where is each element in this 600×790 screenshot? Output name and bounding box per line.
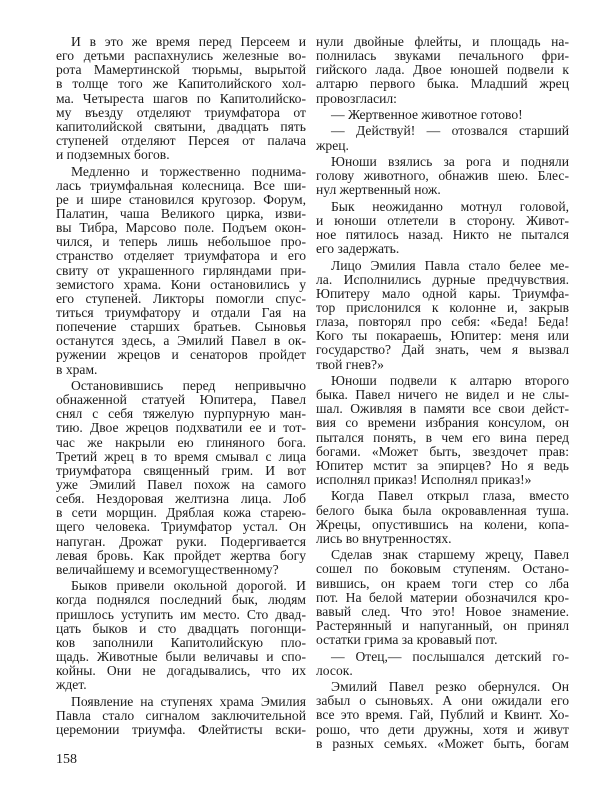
paragraph — [316, 155, 569, 197]
text-line: вившись, он краем тоги стер со лба — [316, 575, 569, 591]
text-line: лосок. — [316, 662, 353, 678]
text-line: щего человека. Триумфатор устал. Он — [56, 519, 306, 535]
text-line: — Отец,— послышался детский го- — [331, 648, 569, 664]
text-line: И в это же время перед Персеем и — [71, 34, 306, 49]
text-line: и юноши отлетели в сторону. Живот- — [316, 212, 569, 228]
text-line: Юпитер мстит за эпирцев? Но я ведь — [316, 457, 569, 473]
text-line: левая бровь. Как пройдет жертва богу — [56, 547, 306, 563]
text-line: ное пятилось назад. Никто не пытался — [316, 227, 569, 243]
text-line: провозгласил: — [316, 90, 397, 106]
paragraph — [316, 124, 569, 152]
text-line: Появление на ступенях храма Эмилия — [71, 693, 306, 709]
text-line: и подземных богов. — [56, 147, 170, 163]
text-line: капитолийской святыни, двадцать пять — [56, 118, 306, 134]
text-line: лась триумфальная колесница. Все ши- — [56, 177, 306, 193]
text-line: ждет. — [56, 677, 87, 693]
text-line: земистого храма. Кони остановились у — [56, 276, 306, 292]
paragraph — [316, 650, 569, 678]
paragraph — [316, 489, 569, 546]
text-line: Когда Павел открыл глаза, вместо — [331, 488, 569, 504]
text-line: алтарю первого быка. Младший жрец — [316, 76, 569, 92]
text-line: Жрецы, опустившись на колени, копа- — [316, 516, 569, 532]
text-line: Быков привели окольной дорогой. И — [71, 578, 306, 594]
text-line: в сети морщин. Дряблая кожа старею- — [56, 505, 306, 521]
text-line: пришлось уступить им место. Сто двад- — [56, 606, 306, 622]
text-line: — Действуй! — отозвался старший — [331, 123, 569, 139]
text-line: пот. На белой материи обозначился кро- — [316, 589, 569, 605]
text-line: его ступеней. Ликторы помогли спус- — [56, 290, 306, 306]
text-line: тор прислонился к колонне и, закрыв — [316, 300, 569, 316]
text-line: попечение старших братьев. Сыновья — [56, 319, 306, 335]
text-line: его детьми распахнулись железные во- — [56, 48, 306, 64]
paragraph — [316, 680, 569, 751]
text-line: в храм. — [56, 361, 98, 377]
text-line: глаза, повторял про себя: «Беда! Беда! — [316, 314, 569, 330]
text-line: величайшему и всемогущественному? — [56, 561, 279, 577]
text-line: койны. Они не догадывались, что их — [56, 663, 306, 679]
text-line: — Жертвенное животное готово! — [331, 107, 523, 122]
text-line: когда поднялся последний бык, людям — [56, 592, 306, 608]
text-line: му въезду отделяют триумфатора от — [56, 104, 306, 120]
text-line: Растерянный и напуганный, он принял — [316, 618, 569, 633]
paragraph — [316, 374, 569, 487]
paragraph — [56, 379, 306, 577]
text-line: уже Эмилий Павел похож на самого — [56, 476, 306, 492]
paragraph — [56, 579, 306, 692]
text-line: ла. Исполнились дурные предчувствия. — [316, 271, 569, 287]
text-line: вы Тибра, Марсово поле. Подъем окон- — [56, 220, 306, 236]
text-line: рошо, что дети дружны, хотя и живут — [316, 721, 569, 737]
text-line: все это время. Гай, Публий и Квинт. Хо- — [316, 707, 569, 723]
paragraph — [316, 259, 569, 372]
text-line: странство отделяет триумфатора и его — [56, 248, 306, 264]
text-line: чился, и теперь лишь небольшое про- — [56, 234, 306, 250]
text-line: Эмилий Павел резко обернулся. Он — [331, 679, 569, 695]
text-line: остатки грима за кровавый пот. — [316, 632, 498, 648]
text-line: Юпитеру мало одной кары. Триумфа- — [316, 285, 569, 301]
text-line: Юноши подвели к алтарю второго — [331, 373, 569, 389]
text-line: Третий жрец в то время смывал с лица — [56, 448, 306, 464]
text-line: лись во внутренностях. — [316, 530, 452, 546]
text-line: голову животного, обнажив шею. Блес- — [316, 168, 569, 184]
right-text-column — [316, 35, 569, 753]
text-line: вия со времени избрания консулом, он — [316, 415, 569, 431]
text-line: Бык неожиданно мотнул головой, — [331, 198, 569, 214]
text-line: обнаженной статуей Юпитера, Павел — [56, 392, 306, 408]
text-line: триумфатора священный грим. И вот — [56, 462, 306, 478]
text-line: исполнял приказ! Исполнял приказ!» — [316, 472, 532, 487]
text-line: тию. Двое жрецов подхватили ее и тот- — [56, 420, 306, 436]
text-line: цать быков и сто двадцать погонщи- — [56, 620, 306, 636]
text-line: ступеней отделяют Персея от палача — [56, 132, 306, 148]
text-line: Юноши взялись за рога и подняли — [331, 154, 569, 170]
text-line: напуган. Дрожат руки. Подергивается — [56, 533, 306, 549]
text-line: быка. Павел ничего не видел и не слы- — [316, 387, 569, 403]
text-line: Медленно и торжественно поднима- — [71, 163, 306, 179]
text-line: твой гнев?» — [316, 356, 384, 372]
paragraph — [316, 35, 569, 106]
text-line: рота Мамертинской тюрьмы, вырытой — [56, 62, 306, 78]
text-line: титься триумфатору и отдали Гая на — [56, 304, 306, 320]
text-line: час же накрыли ею глиняного бога. — [56, 434, 306, 450]
left-text-column — [56, 35, 306, 739]
text-line: шал. Оживляя в памяти все свои дейст- — [316, 401, 569, 417]
text-line: Палатин, чаша Великого цирка, изви- — [56, 205, 306, 221]
paragraph — [316, 200, 569, 257]
text-line: себя. Нездоровая желтизна лица. Лоб — [56, 491, 306, 507]
text-line: ружении жрецов и сенаторов пройдет — [56, 347, 306, 363]
text-line: нул жертвенный нож. — [316, 182, 441, 198]
text-line: сошел по боковым ступеням. Остано- — [316, 561, 569, 577]
text-line: в разных семьях. «Может быть, богам — [316, 735, 569, 751]
text-line: в толще того же Капитолийского хол- — [56, 76, 306, 92]
text-line: пытался понять, в чем его вина перед — [316, 429, 569, 445]
paragraph — [56, 695, 306, 737]
text-line: богами. «Может быть, звездочет прав: — [316, 443, 569, 459]
text-line: Остановившись перед непривычно — [71, 377, 306, 393]
text-line: церемонии триумфа. Флейтисты вски- — [56, 721, 306, 737]
text-line: государство? Дай знать, чем я вызвал — [316, 342, 569, 358]
text-line: снял с себя тяжелую пурпурную ман- — [56, 406, 306, 422]
text-line: Кого ты покараешь, Юпитер: меня или — [316, 328, 569, 344]
text-line: Сделав знак старшему жрецу, Павел — [331, 547, 569, 563]
text-line: белого быка была окровавленная туша. — [316, 502, 569, 518]
paragraph — [316, 108, 569, 122]
text-line: полнилась звуками печального фри- — [316, 48, 569, 64]
text-line: нули двойные флейты, и площадь на- — [316, 34, 569, 49]
text-line: жрец. — [316, 137, 349, 153]
text-line: забыл о сыновьях. А они ожидали его — [316, 693, 569, 709]
text-line: его задержать. — [316, 241, 400, 257]
text-line: ков заполнили Капитолийскую пло- — [56, 634, 306, 650]
text-line: ре и шире становился кругозор. Форум, — [56, 191, 306, 207]
text-line: гийского лада. Двое юношей подвели к — [316, 62, 569, 78]
paragraph — [316, 548, 569, 647]
text-line: вавый след. Что это! Новое знамение. — [316, 603, 569, 619]
text-line: Павла стало сигналом заключительной — [56, 707, 306, 723]
paragraph — [56, 35, 306, 162]
text-line: свиту от украшенного гирляндами при- — [56, 262, 306, 278]
page-number: 158 — [56, 752, 77, 767]
text-line: Лицо Эмилия Павла стало белее ме- — [331, 257, 569, 273]
text-line: ма. Четыреста шагов по Капитолийско- — [56, 90, 306, 106]
text-line: останутся здесь, а Эмилий Павел в ок- — [56, 333, 306, 349]
text-line: щадь. Животные были величавы и спо- — [56, 648, 306, 664]
paragraph — [56, 165, 306, 377]
